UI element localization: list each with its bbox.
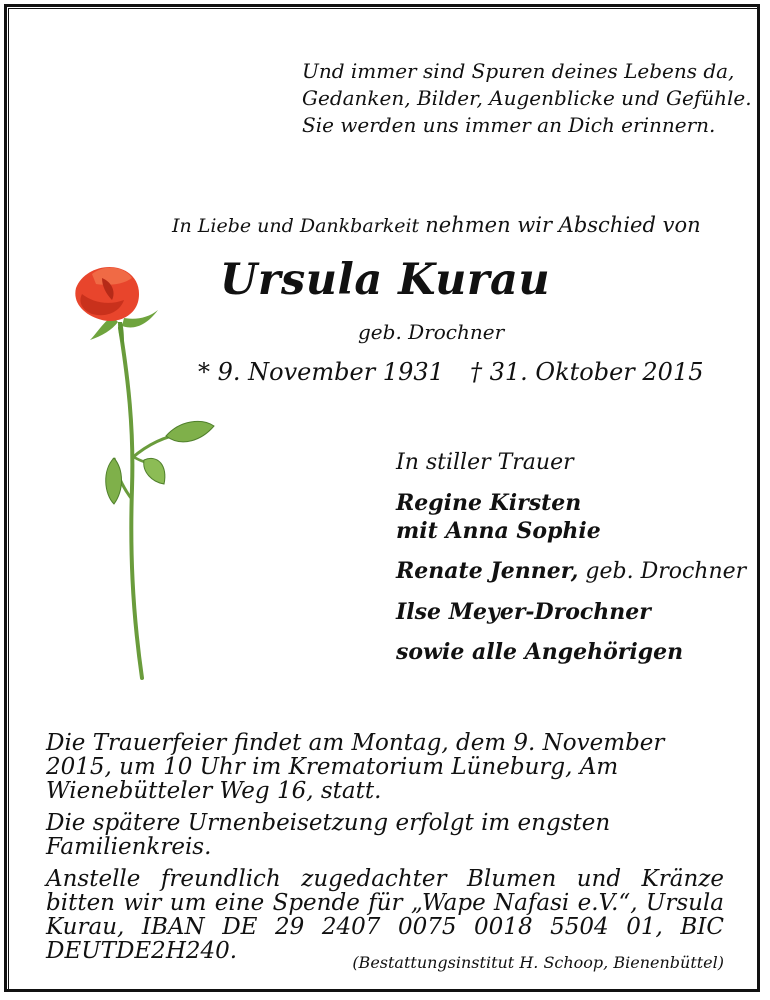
- mourner-name: Regine Kirsten: [396, 490, 582, 516]
- mourner-name: Ilse Meyer-Drochner: [396, 599, 651, 625]
- farewell-intro: [172, 213, 732, 238]
- birth-date: * 9. November 1931: [198, 358, 444, 386]
- mourner-entry: [396, 598, 746, 626]
- mourners-list: [396, 449, 746, 678]
- mourner-entry: [396, 489, 746, 545]
- mourner-entry: [396, 638, 746, 666]
- mourner-addition: geb. Drochner: [585, 559, 747, 584]
- funeral-details: [46, 731, 724, 971]
- poem-line: Sie werden uns immer an Dich erinnern.: [302, 113, 716, 137]
- mourner-entry: [396, 557, 746, 586]
- rose-stem: [120, 328, 142, 678]
- death-date: † 31. Oktober 2015: [470, 358, 704, 386]
- poem: [302, 58, 752, 139]
- birth-name: geb. Drochner: [358, 320, 505, 344]
- mourner-name: mit Anna Sophie: [396, 518, 601, 544]
- intro-part-2: nehmen wir Abschied von: [425, 213, 701, 237]
- deceased-name: Ursula Kurau: [219, 255, 551, 305]
- undertaker-credit: (Bestattungsinstitut H. Schoop, Bienenbüttel): [352, 953, 724, 972]
- funeral-info: Die Trauerfeier findet am Montag, dem 9. November 2015, um 10 Uhr im Krematorium Lüneburg, Am Wienebütteler Weg 16, statt.: [46, 730, 665, 804]
- mourner-name: Renate Jenner,: [396, 558, 579, 584]
- mourners-heading: In stiller Trauer: [396, 450, 574, 475]
- mourner-name: sowie alle Angehörigen: [396, 639, 684, 665]
- intro-part-1: In Liebe und Dankbarkeit: [172, 215, 420, 237]
- rose-leaf: [106, 458, 122, 504]
- rose-leaf: [144, 458, 165, 484]
- rose-leaf: [166, 421, 214, 441]
- poem-line: Gedanken, Bilder, Augenblicke und Gefühle.: [302, 86, 752, 110]
- rose-icon: [62, 258, 222, 680]
- poem-line: Und immer sind Spuren deines Lebens da,: [302, 59, 735, 83]
- urn-info: Die spätere Urnenbeisetzung erfolgt im engsten Familienkreis.: [46, 810, 611, 860]
- donation-info: Anstelle freundlich zugedachter Blumen und Kränze bitten wir um eine Spende für „Wape Nafasi e.V.“, Ursula Kurau, IBAN DE 29 2407 0075 0018 5504 01, BIC DEUTDE2H240.: [46, 866, 724, 964]
